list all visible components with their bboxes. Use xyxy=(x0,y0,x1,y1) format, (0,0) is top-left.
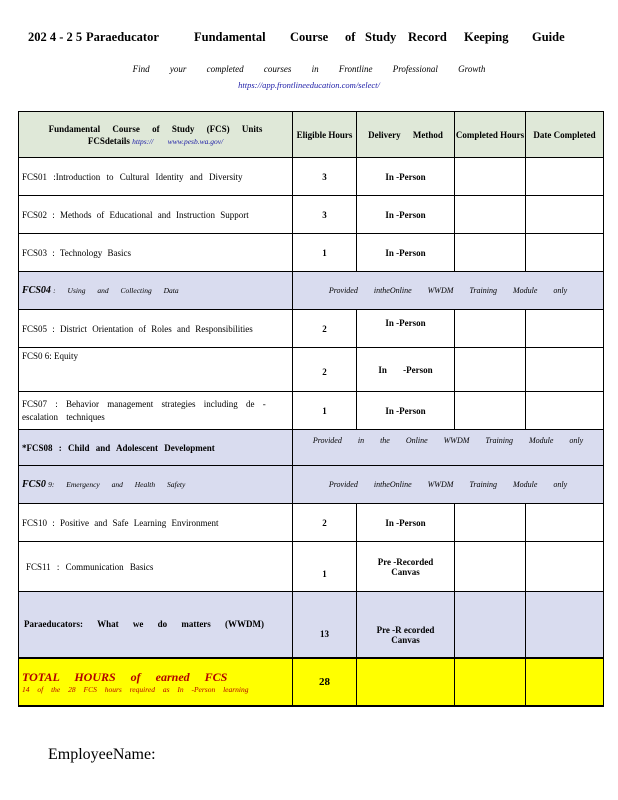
date-completed-input[interactable] xyxy=(526,158,604,196)
title-word: Guide xyxy=(532,30,565,44)
completed-hours-input[interactable] xyxy=(455,592,526,658)
completed-hours-input[interactable] xyxy=(455,392,526,430)
hours-cell: 2 xyxy=(293,348,357,392)
unit-code: FCS04 xyxy=(22,285,51,296)
unit-cell xyxy=(19,272,293,310)
unit-title: 9: Emergency and Health Safety xyxy=(48,480,186,489)
date-completed-input[interactable] xyxy=(526,310,604,348)
unit-cell: FCS05 : District Orientation of Roles and Responsibilities xyxy=(19,310,293,348)
hours-cell: 1 xyxy=(293,542,357,592)
unit-cell: FCS10 : Positive and Safe Learning Environment xyxy=(19,504,293,542)
total-sublabel: 14 of the 28 FCS hours required as In -Person learning xyxy=(22,684,249,694)
unit-cell: FCS03 : Technology Basics xyxy=(19,234,293,272)
total-completed-input[interactable] xyxy=(455,658,526,706)
hours-cell: 13 xyxy=(293,592,357,658)
title-word: of xyxy=(345,30,356,44)
table-row xyxy=(19,592,604,658)
delivery-cell: In -Person xyxy=(357,158,455,196)
title-word: Study xyxy=(365,30,397,44)
table-row-online xyxy=(19,272,604,310)
delivery-cell: In -Person xyxy=(357,234,455,272)
table-header-row xyxy=(19,112,604,158)
page-title xyxy=(28,30,588,48)
header-completed-hours: Completed Hours xyxy=(455,112,526,158)
delivery-cell: In -Person xyxy=(357,392,455,430)
completed-hours-input[interactable] xyxy=(455,310,526,348)
total-hours: 28 xyxy=(293,658,357,706)
date-completed-input[interactable] xyxy=(526,504,604,542)
pesb-link-part1[interactable]: https:// xyxy=(132,136,154,146)
unit-cell: FCS07 : Behavior management strategies including de - escalation techniques xyxy=(19,392,293,430)
table-row xyxy=(19,310,604,348)
unit-cell: FCS02 : Methods of Educational and Instruction Support xyxy=(19,196,293,234)
table-row-online xyxy=(19,430,604,466)
hours-cell: 1 xyxy=(293,392,357,430)
completed-hours-input[interactable] xyxy=(455,542,526,592)
table-row xyxy=(19,196,604,234)
date-completed-input[interactable] xyxy=(526,348,604,392)
title-word: Fundamental xyxy=(194,30,266,44)
delivery-cell: In -Person xyxy=(357,348,455,392)
unit-cell: FCS01 :Introduction to Cultural Identity and Diversity xyxy=(19,158,293,196)
table-row xyxy=(19,348,604,392)
unit-cell: FCS0 6: Equity xyxy=(19,348,293,392)
pesb-link-part2[interactable]: www.pesb.wa.gov/ xyxy=(167,136,224,146)
completed-hours-input[interactable] xyxy=(455,196,526,234)
delivery-line2: Canvas xyxy=(391,566,420,577)
hours-cell: 2 xyxy=(293,504,357,542)
hours-cell: 3 xyxy=(293,196,357,234)
header-delivery-method: Delivery Method xyxy=(357,112,455,158)
header-date-completed: Date Completed xyxy=(526,112,604,158)
online-note: Provided in the Online WWDM Training Module only xyxy=(293,430,604,466)
delivery-line2: Canvas xyxy=(391,634,420,645)
employee-name-label: EmployeeName: xyxy=(48,746,156,763)
completed-hours-input[interactable] xyxy=(455,348,526,392)
subtitle: Find your completed courses in Frontline Professional Growth xyxy=(132,64,486,74)
completed-hours-input[interactable] xyxy=(455,234,526,272)
table-row xyxy=(19,542,604,592)
delivery-cell: In -Person xyxy=(357,504,455,542)
total-delivery-empty xyxy=(357,658,455,706)
frontline-link[interactable]: https://app.frontlineeducation.com/select/ xyxy=(238,80,380,90)
delivery-cell xyxy=(357,592,455,658)
title-word: Keeping xyxy=(464,30,509,44)
online-note: Provided intheOnline WWDM Training Module only xyxy=(293,466,604,504)
delivery-line1: Pre -Recorded xyxy=(377,556,434,567)
record-table xyxy=(18,111,604,707)
delivery-line1: Pre -R ecorded xyxy=(376,624,435,635)
total-label-cell xyxy=(19,658,293,706)
unit-cell xyxy=(19,466,293,504)
completed-hours-input[interactable] xyxy=(455,504,526,542)
table-row xyxy=(19,504,604,542)
date-completed-input[interactable] xyxy=(526,542,604,592)
header-units-line2: FCSdetails xyxy=(87,135,130,146)
total-date-input[interactable] xyxy=(526,658,604,706)
header-eligible-hours: Eligible Hours xyxy=(293,112,357,158)
delivery-cell: In -Person xyxy=(357,196,455,234)
title-year: 202 4 - 2 5 xyxy=(28,30,83,44)
total-row xyxy=(19,658,604,706)
date-completed-input[interactable] xyxy=(526,196,604,234)
unit-cell: FCS11 : Communication Basics xyxy=(19,542,293,592)
completed-hours-input[interactable] xyxy=(455,158,526,196)
table-row-online xyxy=(19,466,604,504)
title-word: Record xyxy=(408,30,447,44)
date-completed-input[interactable] xyxy=(526,392,604,430)
hours-cell: 2 xyxy=(293,310,357,348)
header-units xyxy=(19,112,293,158)
hours-cell: 3 xyxy=(293,158,357,196)
unit-title: : Using and Collecting Data xyxy=(53,286,179,295)
total-label: TOTAL HOURS of earned FCS xyxy=(22,669,228,684)
title-word: Course xyxy=(290,30,329,44)
table-row xyxy=(19,392,604,430)
table-row xyxy=(19,234,604,272)
unit-cell: Paraeducators: What we do matters (WWDM) xyxy=(19,592,293,658)
unit-code: FCS0 xyxy=(22,479,46,490)
hours-cell: 1 xyxy=(293,234,357,272)
date-completed-input[interactable] xyxy=(526,234,604,272)
unit-cell: *FCS08 : Child and Adolescent Development xyxy=(19,430,293,466)
delivery-cell: In -Person xyxy=(357,310,455,348)
online-note: Provided intheOnline WWDM Training Module only xyxy=(293,272,604,310)
date-completed-input[interactable] xyxy=(526,592,604,658)
table-row xyxy=(19,158,604,196)
delivery-cell xyxy=(357,542,455,592)
header-units-line1: Fundamental Course of Study (FCS) Units xyxy=(48,123,263,134)
title-program: Paraeducator xyxy=(86,30,159,44)
